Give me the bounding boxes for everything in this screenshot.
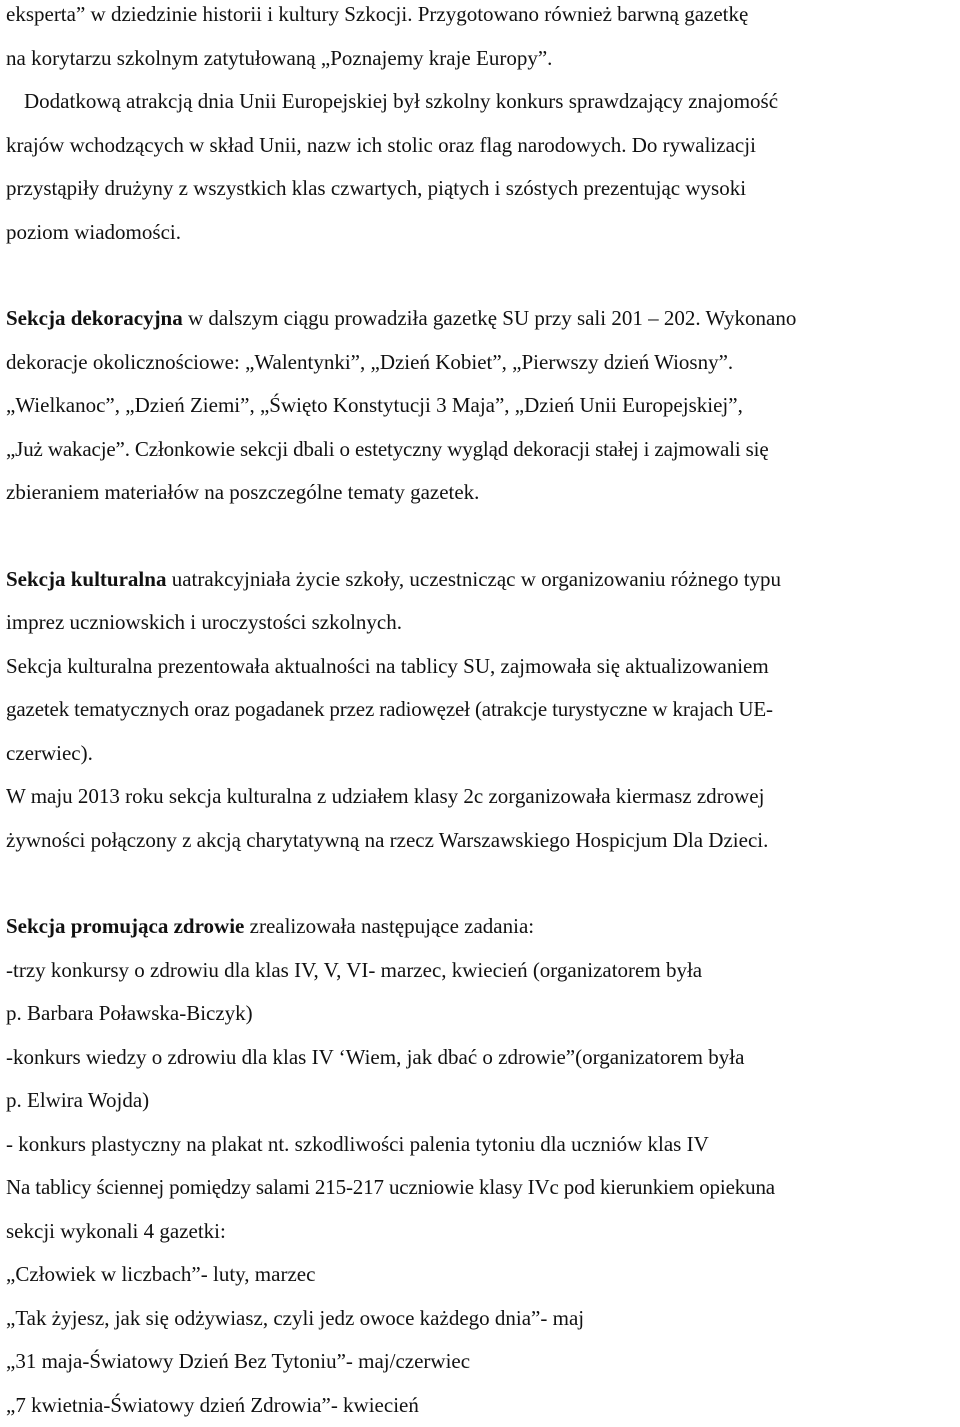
text-line: czerwiec). (6, 732, 956, 776)
text-line: Sekcja dekoracyjna w dalszym ciągu prowadziła gazetkę SU przy sali 201 – 202. Wykonano (6, 297, 956, 341)
text-line: -konkurs wiedzy o zdrowiu dla klas IV ‘Wiem, jak dbać o zdrowie”(organizatorem była (6, 1036, 956, 1080)
paragraph-gap (6, 254, 956, 297)
text-line: zbieraniem materiałów na poszczególne tematy gazetek. (6, 471, 956, 515)
text-line: p. Barbara Poławska-Biczyk) (6, 992, 956, 1036)
paragraph-health-section (6, 905, 956, 1427)
text-line: poziom wiadomości. (6, 211, 956, 255)
text-line: Sekcja promująca zdrowie zrealizowała następujące zadania: (6, 905, 956, 949)
list-item: „31 maja-Światowy Dzień Bez Tytoniu”- maj/czerwiec (6, 1340, 956, 1384)
text-line: imprez uczniowskich i uroczystości szkolnych. (6, 601, 956, 645)
text-line: żywności połączony z akcją charytatywną na rzecz Warszawskiego Hospicjum Dla Dzieci. (6, 819, 956, 863)
text-line: - konkurs plastyczny na plakat nt. szkodliwości palenia tytoniu dla uczniów klas IV (6, 1123, 956, 1167)
text-line: „Wielkanoc”, „Dzień Ziemi”, „Święto Konstytucji 3 Maja”, „Dzień Unii Europejskiej”, (6, 384, 956, 428)
text-line: gazetek tematycznych oraz pogadanek przez radiowęzeł (atrakcje turystyczne w krajach UE- (6, 688, 956, 732)
text-line: „Już wakacje”. Członkowie sekcji dbali o estetyczny wygląd dekoracji stałej i zajmowali się (6, 428, 956, 472)
paragraph-eu-day (6, 0, 956, 254)
paragraph-cultural-section (6, 558, 956, 863)
text-line: Sekcja kulturalna uatrakcyjniała życie szkoły, uczestnicząc w organizowaniu różnego typu (6, 558, 956, 602)
text-line: na korytarzu szkolnym zatytułowaną „Poznajemy kraje Europy”. (6, 37, 956, 81)
paragraph-gap (6, 862, 956, 905)
text-line: Na tablicy ściennej pomiędzy salami 215-217 uczniowie klasy IVc pod kierunkiem opiekuna (6, 1166, 956, 1210)
text-line: sekcji wykonali 4 gazetki: (6, 1210, 956, 1254)
text-line: krajów wchodzących w skład Unii, nazw ich stolic oraz flag narodowych. Do rywalizacji (6, 124, 956, 168)
text-line: Dodatkową atrakcją dnia Unii Europejskiej był szkolny konkurs sprawdzający znajomość (6, 80, 956, 124)
text-line: W maju 2013 roku sekcja kulturalna z udziałem klasy 2c zorganizowała kiermasz zdrowej (6, 775, 956, 819)
list-item: „Człowiek w liczbach”- luty, marzec (6, 1253, 956, 1297)
text-line: p. Elwira Wojda) (6, 1079, 956, 1123)
list-item: „7 kwietnia-Światowy dzień Zdrowia”- kwiecień (6, 1384, 956, 1427)
paragraph-gap (6, 515, 956, 558)
text-line: -trzy konkursy o zdrowiu dla klas IV, V, VI- marzec, kwiecień (organizatorem była (6, 949, 956, 993)
list-item: „Tak żyjesz, jak się odżywiasz, czyli jedz owoce każdego dnia”- maj (6, 1297, 956, 1341)
text-line: przystąpiły drużyny z wszystkich klas czwartych, piątych i szóstych prezentując wysoki (6, 167, 956, 211)
text-line: dekoracje okolicznościowe: „Walentynki”, „Dzień Kobiet”, „Pierwszy dzień Wiosny”. (6, 341, 956, 385)
text-line: Sekcja kulturalna prezentowała aktualności na tablicy SU, zajmowała się aktualizowaniem (6, 645, 956, 689)
section-heading: Sekcja promująca zdrowie (6, 914, 244, 938)
section-heading: Sekcja dekoracyjna (6, 306, 183, 330)
paragraph-decoration-section (6, 297, 956, 515)
section-heading: Sekcja kulturalna (6, 567, 166, 591)
text-line: eksperta” w dziedzinie historii i kultury Szkocji. Przygotowano również barwną gazetkę (6, 0, 956, 37)
